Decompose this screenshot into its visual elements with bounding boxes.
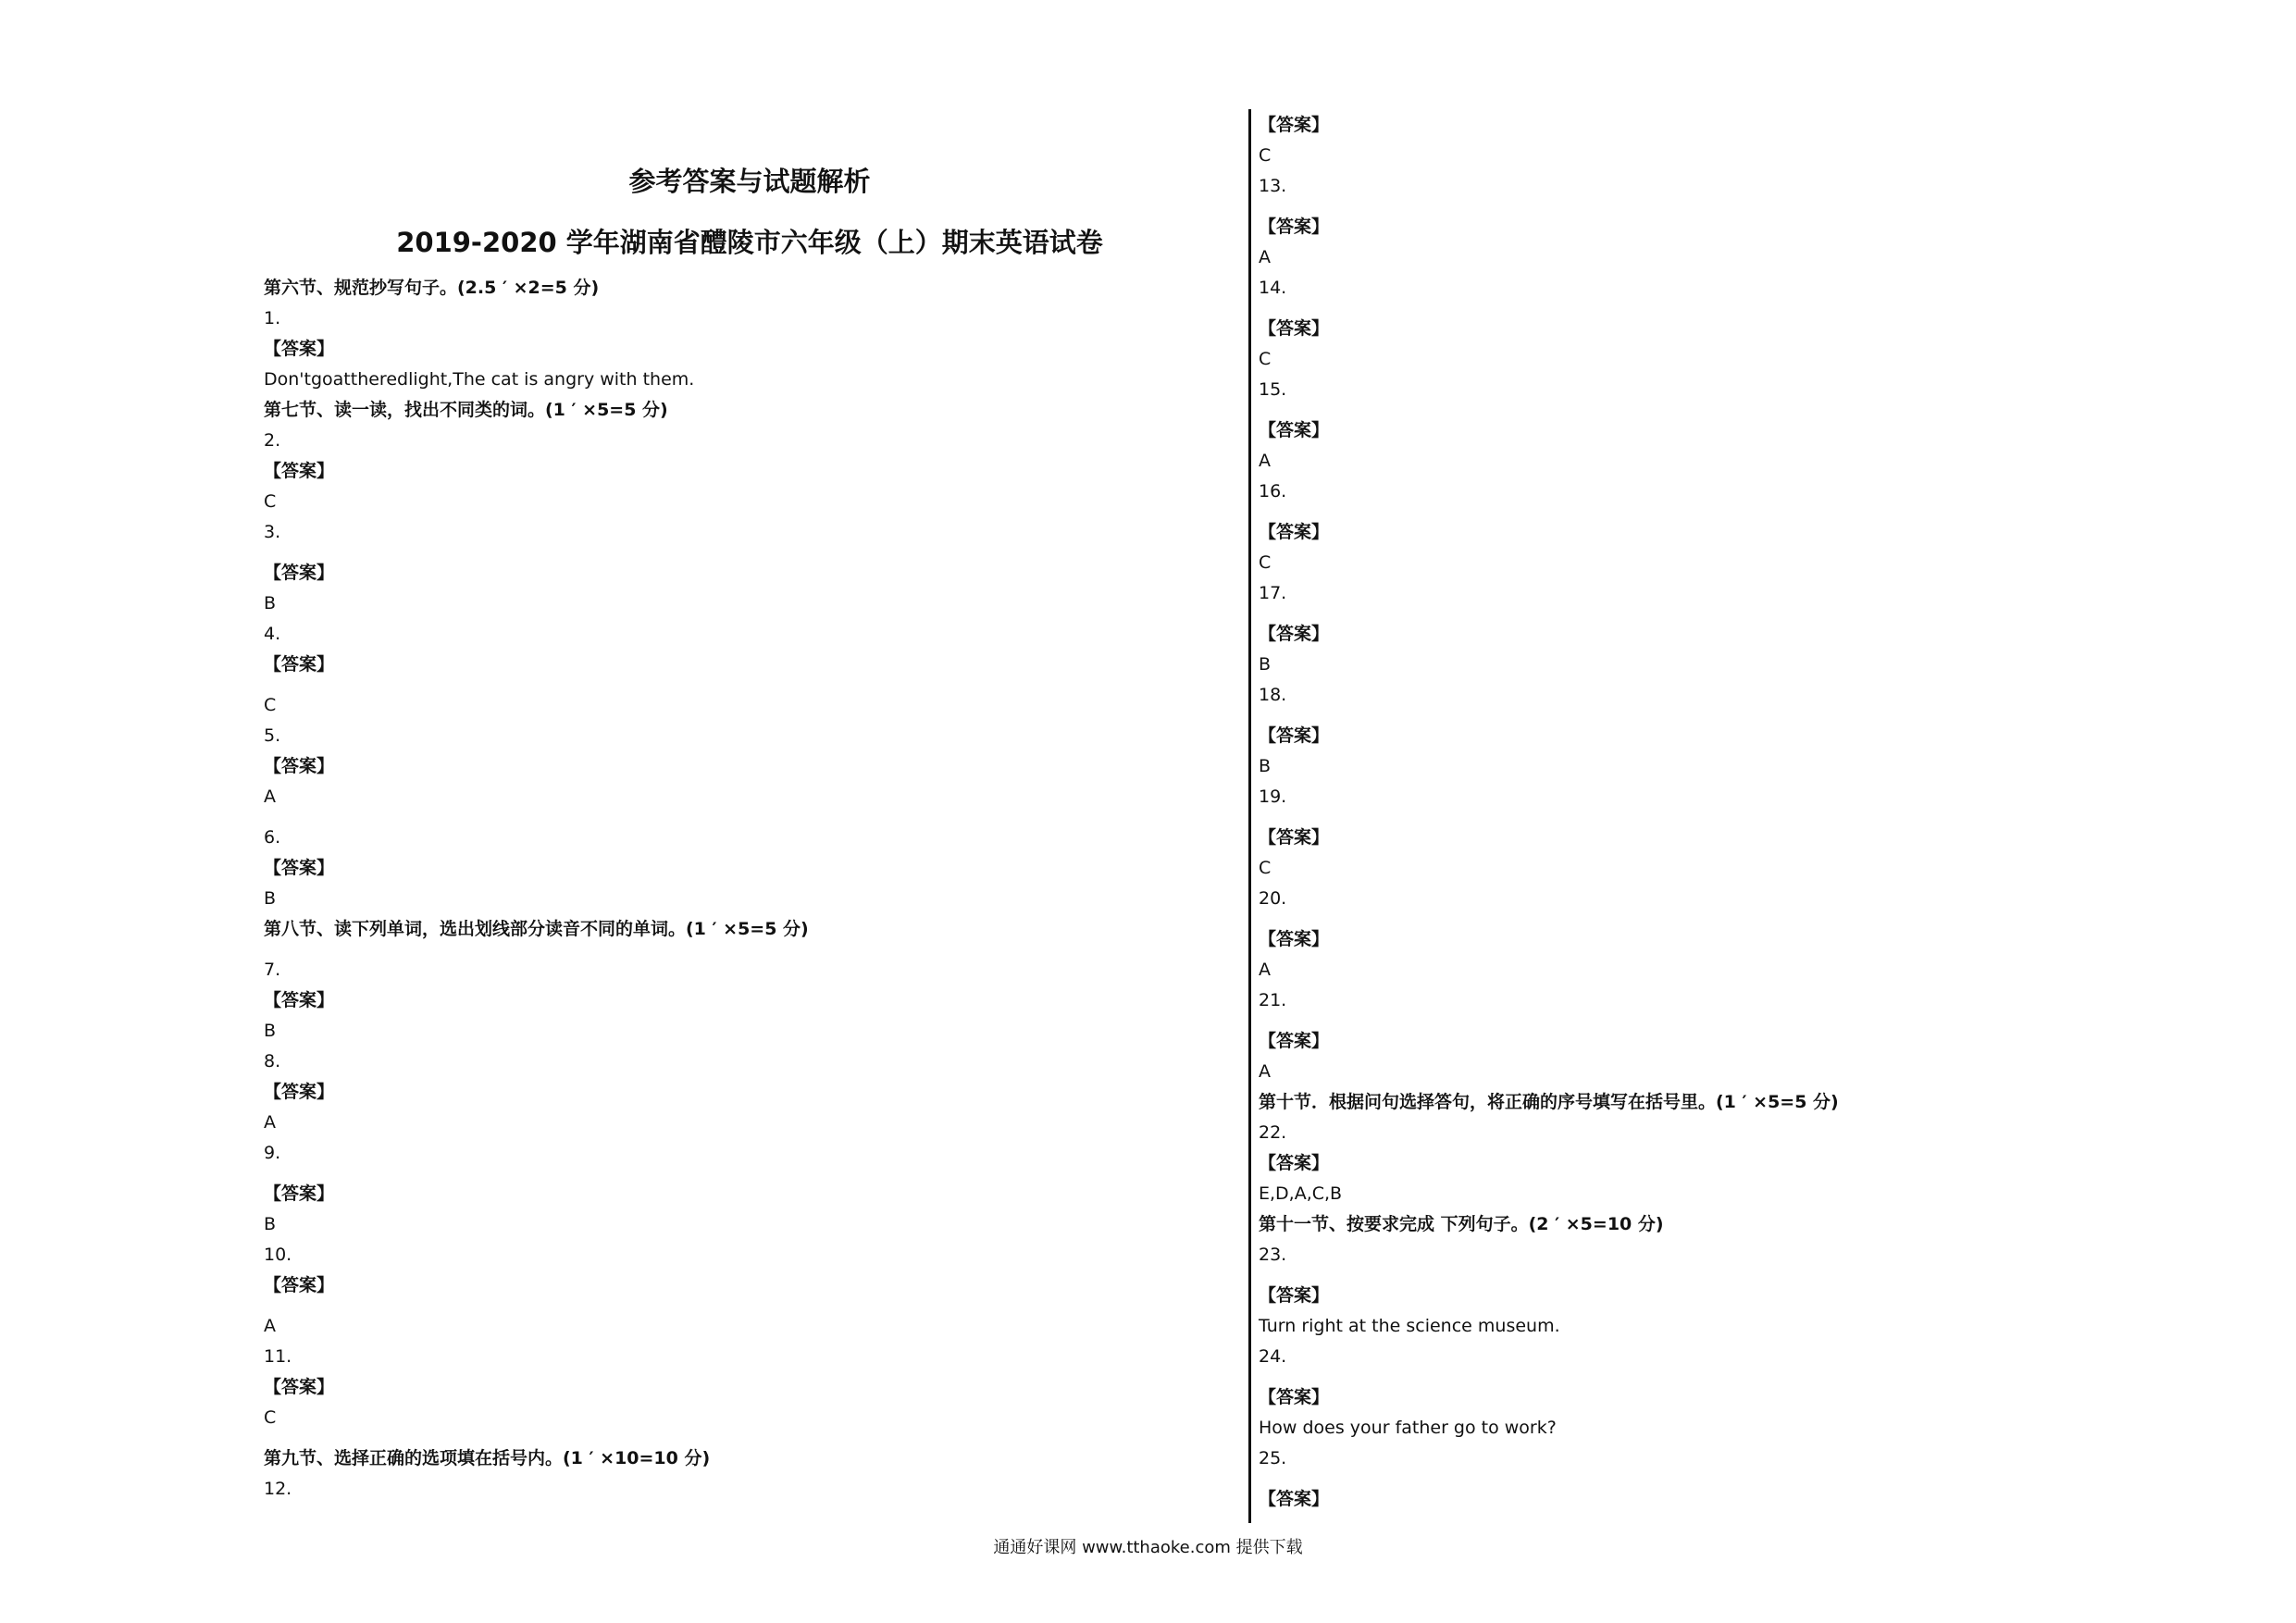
answer-label: 【答案】: [264, 563, 335, 583]
answer-label: 【答案】: [1259, 115, 1330, 135]
answer-label: 【答案】: [264, 339, 335, 359]
answer-text: B: [264, 593, 277, 613]
question-number: 24.: [1259, 1346, 1287, 1367]
answer-label: 【答案】: [264, 461, 335, 481]
answer-text: C: [1259, 858, 1272, 878]
answer-text: A: [264, 1316, 276, 1336]
question-number: 6.: [264, 827, 281, 848]
answer-label: 【答案】: [264, 858, 335, 878]
answer-label: 【答案】: [264, 1377, 335, 1397]
question-number: 7.: [264, 960, 281, 980]
answer-text: A: [1259, 247, 1271, 267]
footer-watermark: 通通好课网 www.tthaoke.com 提供下载: [993, 1538, 1303, 1557]
answer-label: 【答案】: [264, 1275, 335, 1295]
question-number: 19.: [1259, 787, 1287, 807]
answer-label: 【答案】: [1259, 217, 1330, 237]
answer-label: 【答案】: [264, 1082, 335, 1102]
answer-label: 【答案】: [1259, 420, 1330, 440]
answer-label: 【答案】: [1259, 1031, 1330, 1051]
question-number: 21.: [1259, 990, 1287, 1010]
answer-text: A: [1259, 451, 1271, 471]
question-number: 1.: [264, 308, 281, 328]
section-heading: 第十一节、按要求完成 下列句子。(2 ′ ×5=10 分): [1259, 1214, 1664, 1234]
question-number: 23.: [1259, 1245, 1287, 1265]
section-heading: 第八节、读下列单词，选出划线部分读音不同的单词。(1 ′ ×5=5 分): [264, 919, 809, 939]
answer-text: B: [264, 888, 277, 909]
question-number: 8.: [264, 1051, 281, 1072]
answer-label: 【答案】: [1259, 929, 1330, 949]
question-number: 14.: [1259, 278, 1287, 298]
question-number: 4.: [264, 624, 281, 644]
answer-text: E,D,A,C,B: [1259, 1183, 1343, 1204]
question-number: 20.: [1259, 888, 1287, 909]
answer-text: B: [1259, 654, 1272, 675]
answer-label: 【答案】: [264, 990, 335, 1010]
answer-text: A: [1259, 960, 1271, 980]
answer-text: C: [264, 491, 277, 512]
answer-text: C: [1259, 349, 1272, 369]
column-divider: [1248, 109, 1251, 1523]
answer-label: 【答案】: [1259, 725, 1330, 746]
answer-text: Don'tgoattheredlight,The cat is angry with them.: [264, 369, 695, 390]
question-number: 10.: [264, 1245, 292, 1265]
question-number: 2.: [264, 430, 281, 451]
section-heading: 第六节、规范抄写句子。(2.5 ′ ×2=5 分): [264, 278, 600, 298]
answer-label: 【答案】: [1259, 318, 1330, 339]
answer-text: C: [1259, 145, 1272, 166]
document-subtitle: 2019-2020 学年湖南省醴陵市六年级（上）期末英语试卷: [396, 227, 1103, 258]
section-heading: 第十节．根据问句选择答句，将正确的序号填写在括号里。(1 ′ ×5=5 分): [1259, 1092, 1839, 1112]
answer-text: B: [264, 1021, 277, 1041]
answer-label: 【答案】: [1259, 624, 1330, 644]
question-number: 5.: [264, 725, 281, 746]
answer-text: A: [264, 1112, 276, 1133]
answer-text: C: [264, 1407, 277, 1428]
question-number: 22.: [1259, 1122, 1287, 1143]
question-number: 15.: [1259, 379, 1287, 400]
section-heading: 第七节、读一读，找出不同类的词。(1 ′ ×5=5 分): [264, 400, 668, 420]
answer-label: 【答案】: [264, 654, 335, 675]
question-number: 11.: [264, 1346, 292, 1367]
answer-label: 【答案】: [1259, 1285, 1330, 1306]
answer-text: A: [1259, 1061, 1271, 1082]
question-number: 25.: [1259, 1448, 1287, 1468]
question-number: 12.: [264, 1479, 292, 1499]
answer-label: 【答案】: [1259, 1387, 1330, 1407]
answer-label: 【答案】: [264, 756, 335, 776]
question-number: 18.: [1259, 685, 1287, 705]
question-number: 16.: [1259, 481, 1287, 502]
answer-label: 【答案】: [1259, 1489, 1330, 1509]
answer-text: How does your father go to work?: [1259, 1418, 1557, 1438]
answer-label: 【答案】: [1259, 522, 1330, 542]
answer-text: Turn right at the science museum.: [1259, 1316, 1560, 1336]
answer-text: B: [264, 1214, 277, 1234]
document-title: 参考答案与试题解析: [628, 166, 871, 197]
question-number: 9.: [264, 1143, 281, 1163]
answer-text: C: [264, 695, 277, 715]
question-number: 13.: [1259, 176, 1287, 196]
answer-label: 【答案】: [264, 1183, 335, 1204]
question-number: 17.: [1259, 583, 1287, 603]
answer-label: 【答案】: [1259, 1153, 1330, 1173]
answer-label: 【答案】: [1259, 827, 1330, 848]
answer-text: A: [264, 787, 276, 807]
answer-text: B: [1259, 756, 1272, 776]
question-number: 3.: [264, 522, 281, 542]
answer-text: C: [1259, 552, 1272, 573]
section-heading: 第九节、选择正确的选项填在括号内。(1 ′ ×10=10 分): [264, 1448, 711, 1468]
